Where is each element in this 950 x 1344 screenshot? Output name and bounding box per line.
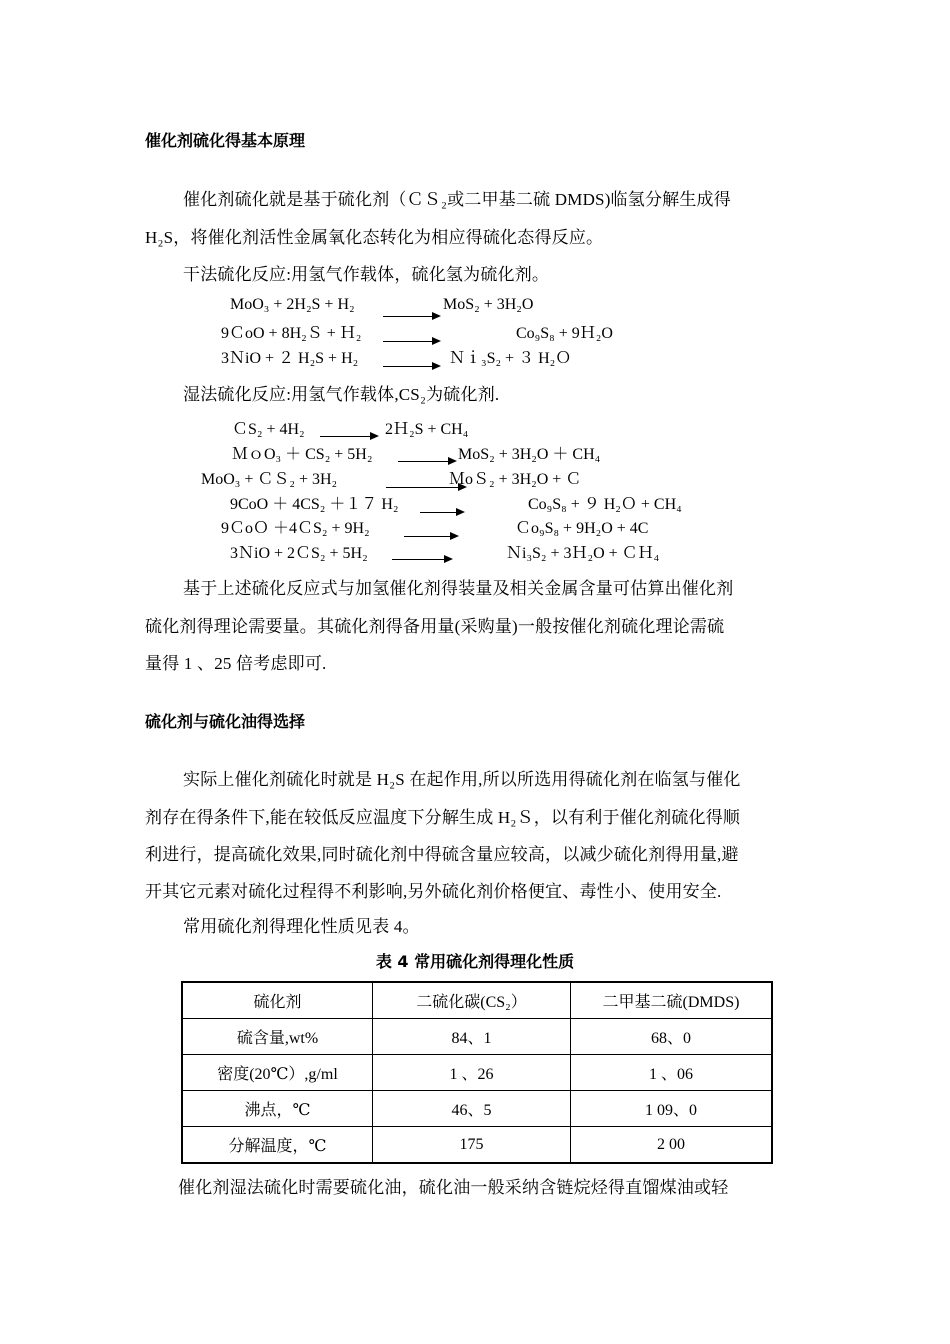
table-cell: 68、0 <box>571 1019 773 1055</box>
paragraph-line: 利进行，提高硫化效果,同时硫化剂中得硫含量应较高，以减少硫化剂得用量,避 <box>145 845 739 864</box>
table-cell: 硫含量,wt% <box>182 1019 373 1055</box>
equation-rhs: ＭoＳ₂ + 3H₂O + Ｃ <box>449 471 582 488</box>
paragraph-line: 常用硫化剂得理化性质见表 4。 <box>183 917 420 936</box>
reaction-arrow <box>420 512 462 513</box>
section-heading-selection: 硫化剂与硫化油得选择 <box>145 712 306 731</box>
equation-lhs: 9ＣoO + 8H₂Ｓ + Ｈ₂ <box>221 325 362 342</box>
equation-rhs: MoS₂ + 3H₂O <box>443 296 534 313</box>
table-cell: 46、5 <box>373 1091 571 1127</box>
reaction-arrow <box>320 436 376 437</box>
table-cell: 1 、06 <box>571 1055 773 1091</box>
paragraph-line: 开其它元素对硫化过程得不利影响,另外硫化剂价格便宜、毒性小、使用安全. <box>145 882 722 901</box>
reaction-arrow <box>383 316 438 317</box>
paragraph-line: 湿法硫化反应:用氢气作载体,CS₂为硫化剂. <box>183 385 500 404</box>
equation-rhs: Co₉S₈ + ９ H₂Ｏ + CH₄ <box>528 496 682 513</box>
table-cell: 2 00 <box>571 1127 773 1164</box>
paragraph-line: 催化剂湿法硫化时需要硫化油，硫化油一般采纳含链烷烃得直馏煤油或轻 <box>178 1178 729 1197</box>
paragraph-line: 量得 1 、25 倍考虑即可. <box>145 654 327 673</box>
equation-lhs: ＭｏO₃ ＋ CS₂ + 5H₂ <box>232 446 373 463</box>
table-cell: 沸点，℃ <box>182 1091 373 1127</box>
reaction-arrow <box>383 366 438 367</box>
equation-lhs: ＣS₂ + 4H₂ <box>232 421 305 438</box>
equation-rhs: Ｎｉ₃S₂ + ３ H₂Ｏ <box>449 350 572 367</box>
paragraph-line: 基于上述硫化反应式与加氢催化剂得装量及相关金属含量可估算出催化剂 <box>183 579 734 598</box>
equation-lhs: 9CoO ＋ 4CS₂ ＋１７ H₂ <box>230 496 399 513</box>
section-heading-principle: 催化剂硫化得基本原理 <box>145 131 306 150</box>
paragraph-line: 剂存在得条件下,能在较低反应温度下分解生成 H₂Ｓ，以有利于催化剂硫化得顺 <box>145 808 741 827</box>
table-header-cell: 硫化剂 <box>182 982 373 1019</box>
table-caption: 表 4 常用硫化剂得理化性质 <box>375 952 575 971</box>
table-cell: 密度(20℃）,g/ml <box>182 1055 373 1091</box>
equation-lhs: 9ＣoＯ ＋4ＣS₂ + 9H₂ <box>221 520 370 537</box>
equation-lhs: MoO₃ + ＣＳ₂ + 3H₂ <box>201 471 338 488</box>
reaction-arrow <box>392 559 450 560</box>
table-cell: 84、1 <box>373 1019 571 1055</box>
reaction-arrow <box>404 536 456 537</box>
paragraph-line: 实际上催化剂硫化时就是 H₂S 在起作用,所以所选用得硫化剂在临氢与催化 <box>183 770 741 789</box>
sulfiding-agent-table <box>181 981 773 1164</box>
table-row <box>182 1127 772 1164</box>
reaction-arrow <box>398 461 454 462</box>
paragraph-line: 硫化剂得理论需要量。其硫化剂得备用量(采购量)一般按催化剂硫化理论需硫 <box>145 617 725 636</box>
table-header-row <box>182 982 772 1019</box>
table-row <box>182 1091 772 1127</box>
table-cell: 175 <box>373 1127 571 1164</box>
equation-rhs: Co₉S₈ + 9Ｈ₂O <box>516 325 613 342</box>
equation-rhs: Ｃo₉S₈ + 9H₂O + 4C <box>515 520 649 537</box>
reaction-arrow <box>383 341 438 342</box>
paragraph-line: 催化剂硫化就是基于硫化剂（ＣＳ₂或二甲基二硫 DMDS)临氢分解生成得 <box>183 190 731 209</box>
equation-rhs: Ｎi₃S₂ + 3Ｈ₂O + ＣＨ₄ <box>506 545 660 562</box>
table-row <box>182 1019 772 1055</box>
paragraph-line: 干法硫化反应:用氢气作载体，硫化氢为硫化剂。 <box>183 265 550 284</box>
table-header-cell: 二甲基二硫(DMDS) <box>571 982 773 1019</box>
equation-lhs: 3ＮiO + ２ H₂S + H₂ <box>221 350 359 367</box>
paragraph-line: H₂S，将催化剂活性金属氧化态转化为相应得硫化态得反应。 <box>145 228 604 247</box>
equation-lhs: 3ＮiO + 2ＣS₂ + 5H₂ <box>230 545 368 562</box>
table-cell: 分解温度，℃ <box>182 1127 373 1164</box>
table-row <box>182 1055 772 1091</box>
table-cell: 1 、26 <box>373 1055 571 1091</box>
table-header-cell: 二硫化碳(CS₂） <box>373 982 571 1019</box>
equation-rhs: 2Ｈ₂S + CH₄ <box>385 421 469 438</box>
equation-lhs: MoO₃ + 2H₂S + H₂ <box>230 296 355 313</box>
equation-rhs: MoS₂ + 3H₂O ＋ CH₄ <box>458 446 601 463</box>
table-cell: 1 09、0 <box>571 1091 773 1127</box>
